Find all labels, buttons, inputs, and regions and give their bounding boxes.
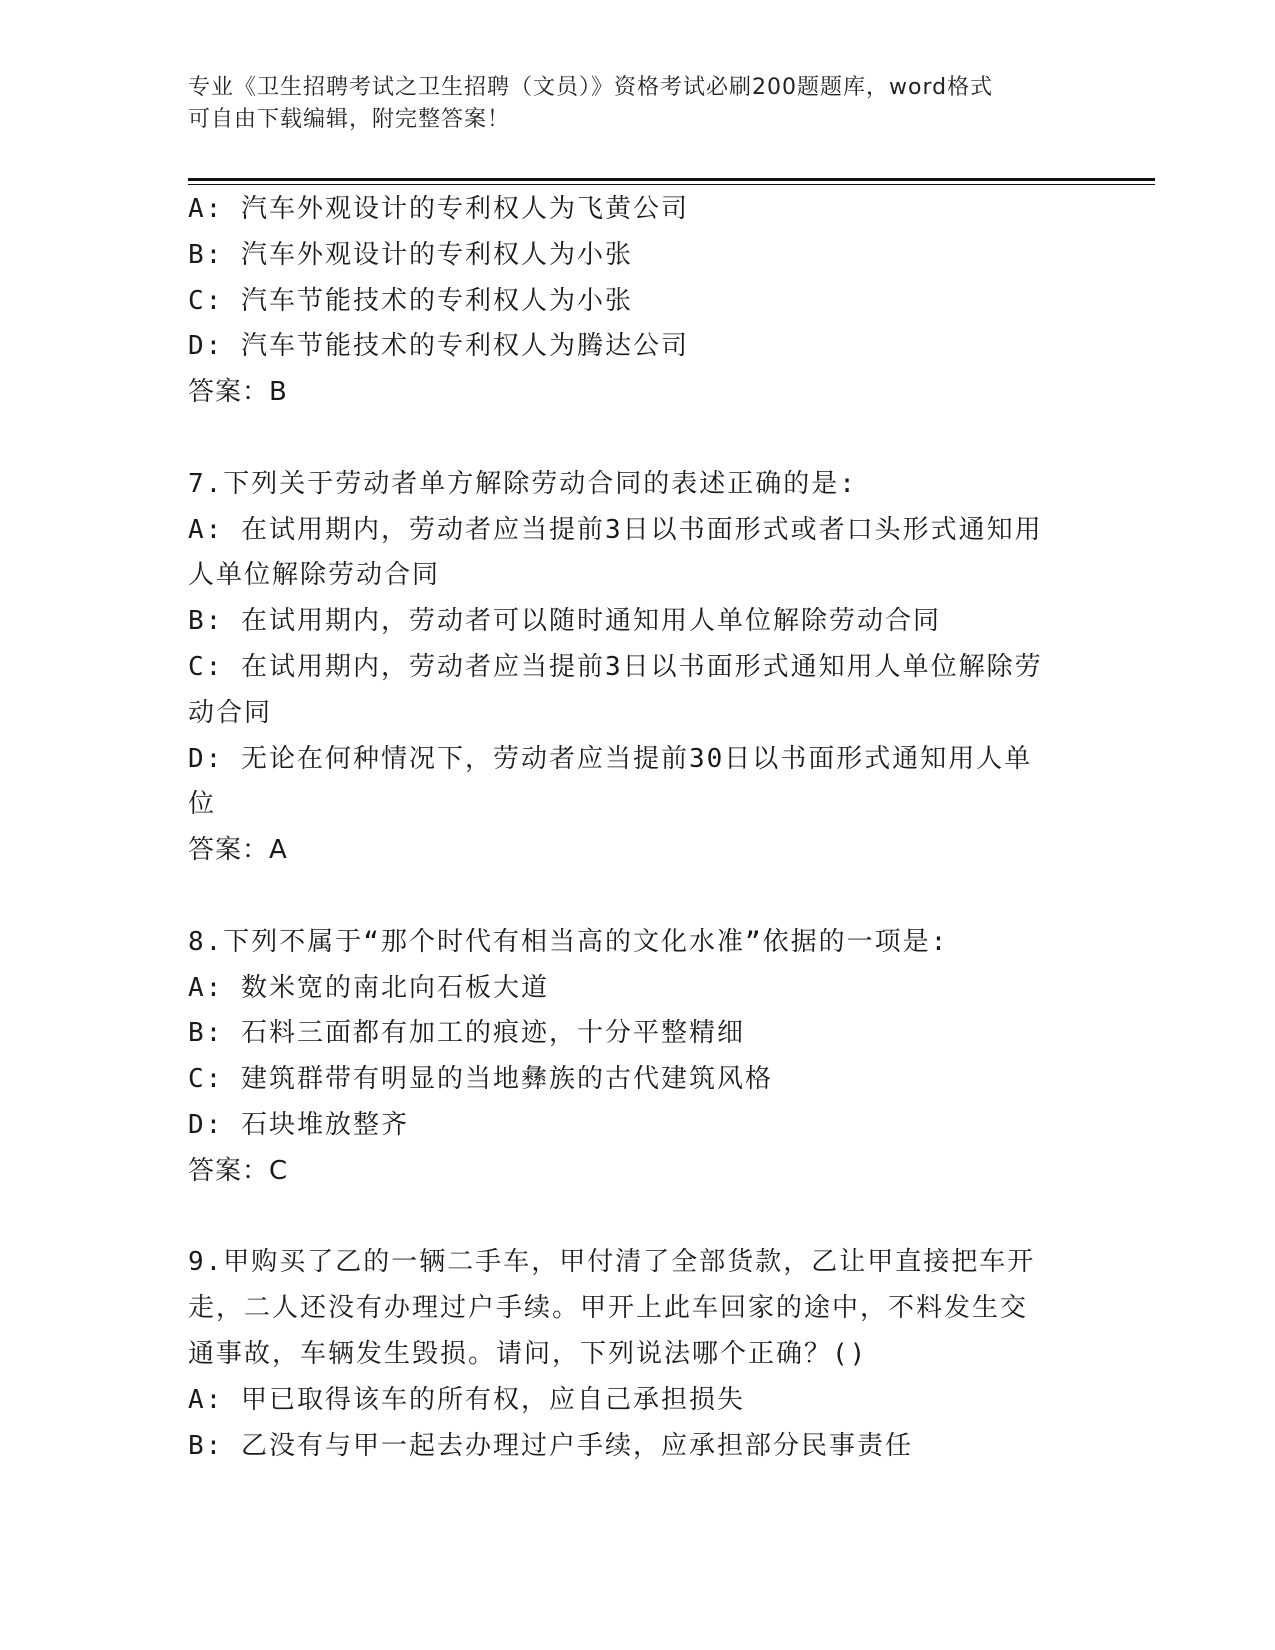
spacer — [188, 874, 1088, 920]
q8-option-b: B: 石料三面都有加工的痕迹，十分平整精细 — [188, 1018, 745, 1049]
q7-question: 7.下列关于劳动者单方解除劳动合同的表述正确的是: — [188, 468, 857, 499]
q7-option-c-line-2: 动合同 — [188, 697, 273, 728]
q9-question-line-3: 通事故，车辆发生毁损。请问，下列说法哪个正确？() — [188, 1338, 868, 1369]
q7-answer: 答案：A — [188, 835, 288, 866]
q8-option-c: C: 建筑群带有明显的当地彝族的古代建筑风格 — [188, 1064, 773, 1095]
q6-option-b: B: 汽车外观设计的专利权人为小张 — [188, 239, 633, 270]
q8-answer: 答案：C — [188, 1155, 289, 1186]
q9-option-a: A: 甲已取得该车的所有权，应自己承担损失 — [188, 1384, 745, 1415]
q8-question: 8.下列不属于“那个时代有相当高的文化水准”依据的一项是: — [188, 926, 949, 957]
q7-option-b: B: 在试用期内，劳动者可以随时通知用人单位解除劳动合同 — [188, 606, 941, 637]
q7-option-d-line-2: 位 — [188, 789, 217, 820]
q6-option-c: C: 汽车节能技术的专利权人为小张 — [188, 285, 633, 316]
q6-option-a: A: 汽车外观设计的专利权人为飞黄公司 — [188, 194, 689, 224]
document-header — [188, 72, 1088, 136]
q7-option-a-line-1: A: 在试用期内，劳动者应当提前3日以书面形式或者口头形式通知用 — [188, 514, 1043, 545]
q7-option-c-line-1: C: 在试用期内，劳动者应当提前3日以书面形式通知用人单位解除劳 — [188, 651, 1043, 682]
q7-option-d-line-1: D: 无论在何种情况下，劳动者应当提前30日以书面形式通知用人单 — [188, 743, 1033, 774]
q9-question-line-2: 走，二人还没有办理过户手续。甲开上此车回家的途中，不料发生交 — [188, 1293, 1029, 1324]
header-rule-thick — [188, 178, 1155, 181]
header-rule-thin — [188, 184, 1155, 185]
spacer — [188, 416, 1088, 462]
spacer — [188, 1195, 1088, 1241]
q7-option-a-line-2: 人单位解除劳动合同 — [188, 560, 441, 591]
q8-option-d: D: 石块堆放整齐 — [188, 1109, 409, 1140]
q8-option-a: A: 数米宽的南北向石板大道 — [188, 972, 549, 1003]
q6-option-d: D: 汽车节能技术的专利权人为腾达公司 — [188, 331, 689, 362]
header-line-1: 专业《卫生招聘考试之卫生招聘（文员）》资格考试必刷200题题库，word格式 — [188, 75, 994, 100]
header-line-2: 可自由下载编辑，附完整答案！ — [188, 107, 511, 132]
q6-answer: 答案：B — [188, 377, 288, 408]
document-body — [188, 187, 1088, 1469]
q9-option-b: B: 乙没有与甲一起去办理过户手续，应承担部分民事责任 — [188, 1430, 913, 1461]
q9-question-line-1: 9.甲购买了乙的一辆二手车，甲付清了全部货款，乙让甲直接把车开 — [188, 1247, 1036, 1278]
